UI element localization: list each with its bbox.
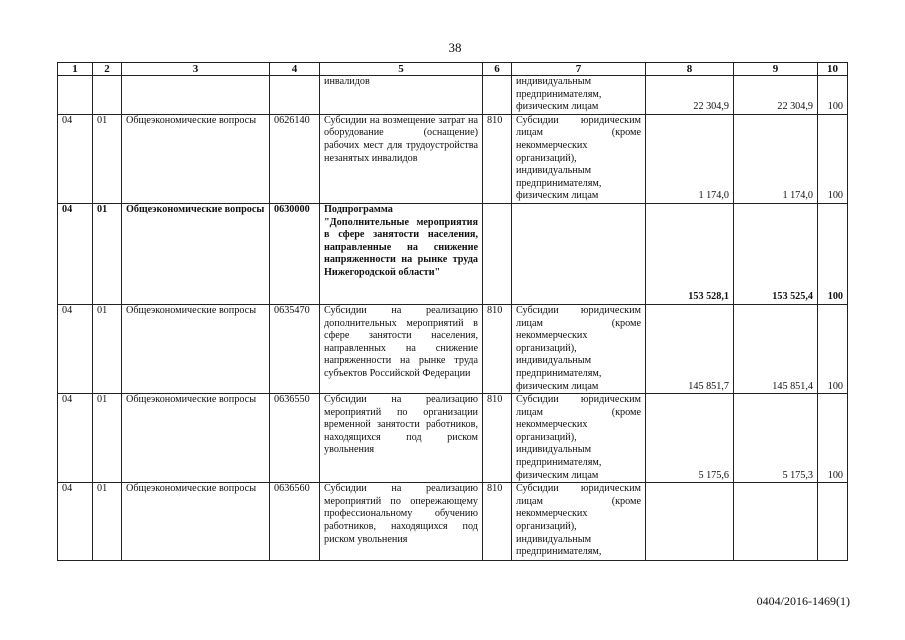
cell-description: Субсидии на возмещение затрат на оборудование (оснащение) рабочих мест для трудоустройства незанятых инвалидов xyxy=(320,114,483,203)
cell-target-code: 0630000 xyxy=(270,203,320,304)
cell-planned xyxy=(646,483,734,561)
cell-description: Подпрограмма "Дополнительные мероприятия в сфере занятости населения, направленные на снижение напряженности на рынке труда Нижегородской области" xyxy=(320,203,483,304)
cell-section-name xyxy=(122,76,270,115)
col-header: 6 xyxy=(483,63,512,76)
table-row xyxy=(58,394,848,483)
cell-percent: 100 xyxy=(818,203,848,304)
cell-percent: 100 xyxy=(818,76,848,115)
cell-section xyxy=(58,76,93,115)
document-code: 0404/2016-1469(1) xyxy=(756,594,850,608)
cell-recipient: Субсидии юридическим лицам (кроме некоммерческих организаций), индивидуальным предпринимателям, физическим лицам xyxy=(512,394,646,483)
table-row xyxy=(58,76,848,115)
cell-subsection: 01 xyxy=(93,483,122,561)
cell-actual xyxy=(734,483,818,561)
cell-percent: 100 xyxy=(818,114,848,203)
cell-planned: 1 174,0 xyxy=(646,114,734,203)
cell-recipient: индивидуальным предпринимателям, физическим лицам xyxy=(512,76,646,115)
cell-section-name: Общеэкономические вопросы xyxy=(122,114,270,203)
col-header: 10 xyxy=(818,63,848,76)
cell-subsection: 01 xyxy=(93,304,122,393)
cell-planned: 5 175,6 xyxy=(646,394,734,483)
cell-target-code xyxy=(270,76,320,115)
header-row xyxy=(58,63,848,76)
col-header: 2 xyxy=(93,63,122,76)
cell-actual: 5 175,3 xyxy=(734,394,818,483)
cell-target-code: 0626140 xyxy=(270,114,320,203)
cell-actual: 145 851,4 xyxy=(734,304,818,393)
cell-recipient xyxy=(512,203,646,304)
cell-section-name: Общеэкономические вопросы xyxy=(122,483,270,561)
budget-table xyxy=(57,62,848,561)
cell-section: 04 xyxy=(58,304,93,393)
cell-description: Субсидии на реализацию мероприятий по организации временной занятости работников, находящихся под риском увольнения xyxy=(320,394,483,483)
cell-section-name: Общеэкономические вопросы xyxy=(122,394,270,483)
cell-recipient: Субсидии юридическим лицам (кроме некоммерческих организаций), индивидуальным предпринимателям, физическим лицам xyxy=(512,114,646,203)
cell-expense-type xyxy=(483,203,512,304)
col-header: 1 xyxy=(58,63,93,76)
col-header: 4 xyxy=(270,63,320,76)
cell-recipient: Субсидии юридическим лицам (кроме некоммерческих организаций), индивидуальным предпринимателям, xyxy=(512,483,646,561)
cell-subsection: 01 xyxy=(93,394,122,483)
cell-planned: 153 528,1 xyxy=(646,203,734,304)
cell-subsection: 01 xyxy=(93,114,122,203)
cell-subsection: 01 xyxy=(93,203,122,304)
cell-expense-type: 810 xyxy=(483,483,512,561)
cell-description: Субсидии на реализацию мероприятий по опережающему профессиональному обучению работников, находящихся под риском увольнения xyxy=(320,483,483,561)
cell-expense-type: 810 xyxy=(483,304,512,393)
table-row xyxy=(58,203,848,304)
cell-target-code: 0635470 xyxy=(270,304,320,393)
cell-planned: 145 851,7 xyxy=(646,304,734,393)
cell-target-code: 0636550 xyxy=(270,394,320,483)
cell-description: инвалидов xyxy=(320,76,483,115)
col-header: 9 xyxy=(734,63,818,76)
cell-expense-type: 810 xyxy=(483,114,512,203)
page-number: 38 xyxy=(448,40,462,55)
cell-section-name: Общеэкономические вопросы xyxy=(122,304,270,393)
table-row xyxy=(58,304,848,393)
cell-target-code: 0636560 xyxy=(270,483,320,561)
cell-expense-type: 810 xyxy=(483,394,512,483)
cell-actual: 153 525,4 xyxy=(734,203,818,304)
cell-section-name: Общеэкономические вопросы xyxy=(122,203,270,304)
cell-percent: 100 xyxy=(818,394,848,483)
cell-recipient: Субсидии юридическим лицам (кроме некоммерческих организаций), индивидуальным предпринимателям, физическим лицам xyxy=(512,304,646,393)
col-header: 7 xyxy=(512,63,646,76)
cell-description: Субсидии на реализацию дополнительных мероприятий в сфере занятости населения, направленных на снижение напряженности на рынке труда субъектов Российской Федерации xyxy=(320,304,483,393)
cell-subsection xyxy=(93,76,122,115)
cell-actual: 22 304,9 xyxy=(734,76,818,115)
cell-section: 04 xyxy=(58,203,93,304)
table-row xyxy=(58,483,848,561)
cell-percent xyxy=(818,483,848,561)
cell-planned: 22 304,9 xyxy=(646,76,734,115)
col-header: 3 xyxy=(122,63,270,76)
cell-actual: 1 174,0 xyxy=(734,114,818,203)
cell-section: 04 xyxy=(58,114,93,203)
cell-section: 04 xyxy=(58,394,93,483)
cell-section: 04 xyxy=(58,483,93,561)
col-header: 5 xyxy=(320,63,483,76)
cell-expense-type xyxy=(483,76,512,115)
cell-percent: 100 xyxy=(818,304,848,393)
table-row xyxy=(58,114,848,203)
col-header: 8 xyxy=(646,63,734,76)
